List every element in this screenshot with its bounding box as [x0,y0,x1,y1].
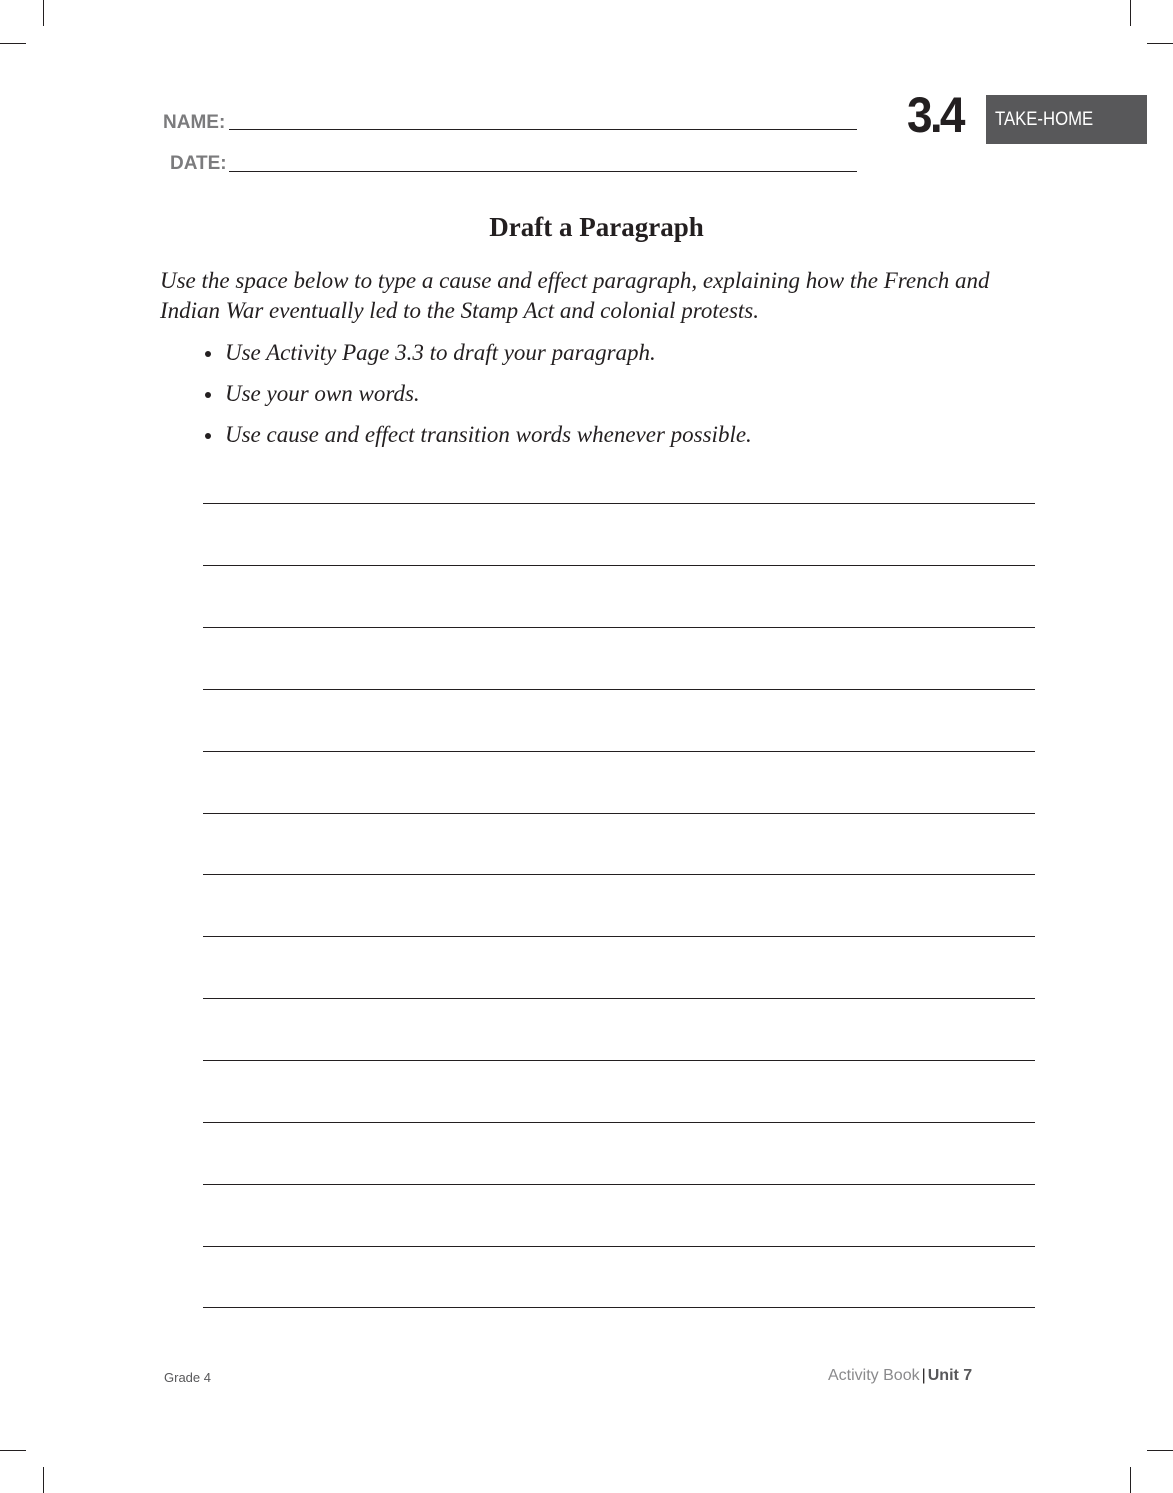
footer-grade: Grade 4 [164,1370,211,1385]
bullet-icon [205,392,211,398]
name-label: NAME: [163,112,226,133]
date-field[interactable] [229,171,857,172]
footer-book-unit [828,1367,972,1385]
writing-line[interactable] [203,1246,1035,1247]
crop-mark [43,0,44,26]
writing-line[interactable] [203,1060,1035,1061]
list-item-text: Use cause and effect transition words whenever possible. [225,422,752,447]
list-item-text: Use your own words. [225,381,420,406]
writing-line[interactable] [203,565,1035,566]
take-home-badge [986,95,1147,144]
crop-mark [43,1467,44,1493]
crop-mark [0,1450,26,1451]
bullet-icon [205,433,211,439]
badge-label: TAKE-HOME [995,109,1094,130]
crop-mark [0,43,26,44]
bullet-icon [205,351,211,357]
writing-line[interactable] [203,503,1035,504]
writing-line[interactable] [203,813,1035,814]
writing-line[interactable] [203,751,1035,752]
crop-mark [1147,43,1173,44]
name-field[interactable] [229,129,857,130]
lesson-number: 3.4 [907,87,963,143]
writing-line[interactable] [203,936,1035,937]
list-item [203,336,752,377]
instructions: Use the space below to type a cause and effect paragraph, explaining how the French and Indian War eventually led to the Stamp Act and colonial protests. [160,268,990,323]
list-item [203,418,752,459]
footer-separator: | [921,1367,926,1384]
crop-mark [1130,0,1131,26]
writing-line[interactable] [203,1122,1035,1123]
writing-line[interactable] [203,998,1035,999]
footer-book: Activity Book [828,1367,920,1384]
date-label: DATE: [170,153,227,174]
writing-line[interactable] [203,689,1035,690]
crop-mark [1130,1467,1131,1493]
writing-line[interactable] [203,627,1035,628]
page-title: Draft a Paragraph [489,212,704,242]
writing-line[interactable] [203,1184,1035,1185]
writing-line[interactable] [203,874,1035,875]
writing-line[interactable] [203,1307,1035,1308]
crop-mark [1147,1450,1173,1451]
bullet-list [203,336,752,459]
list-item-text: Use Activity Page 3.3 to draft your paragraph. [225,340,656,365]
list-item [203,377,752,418]
footer-unit: Unit 7 [927,1367,973,1384]
